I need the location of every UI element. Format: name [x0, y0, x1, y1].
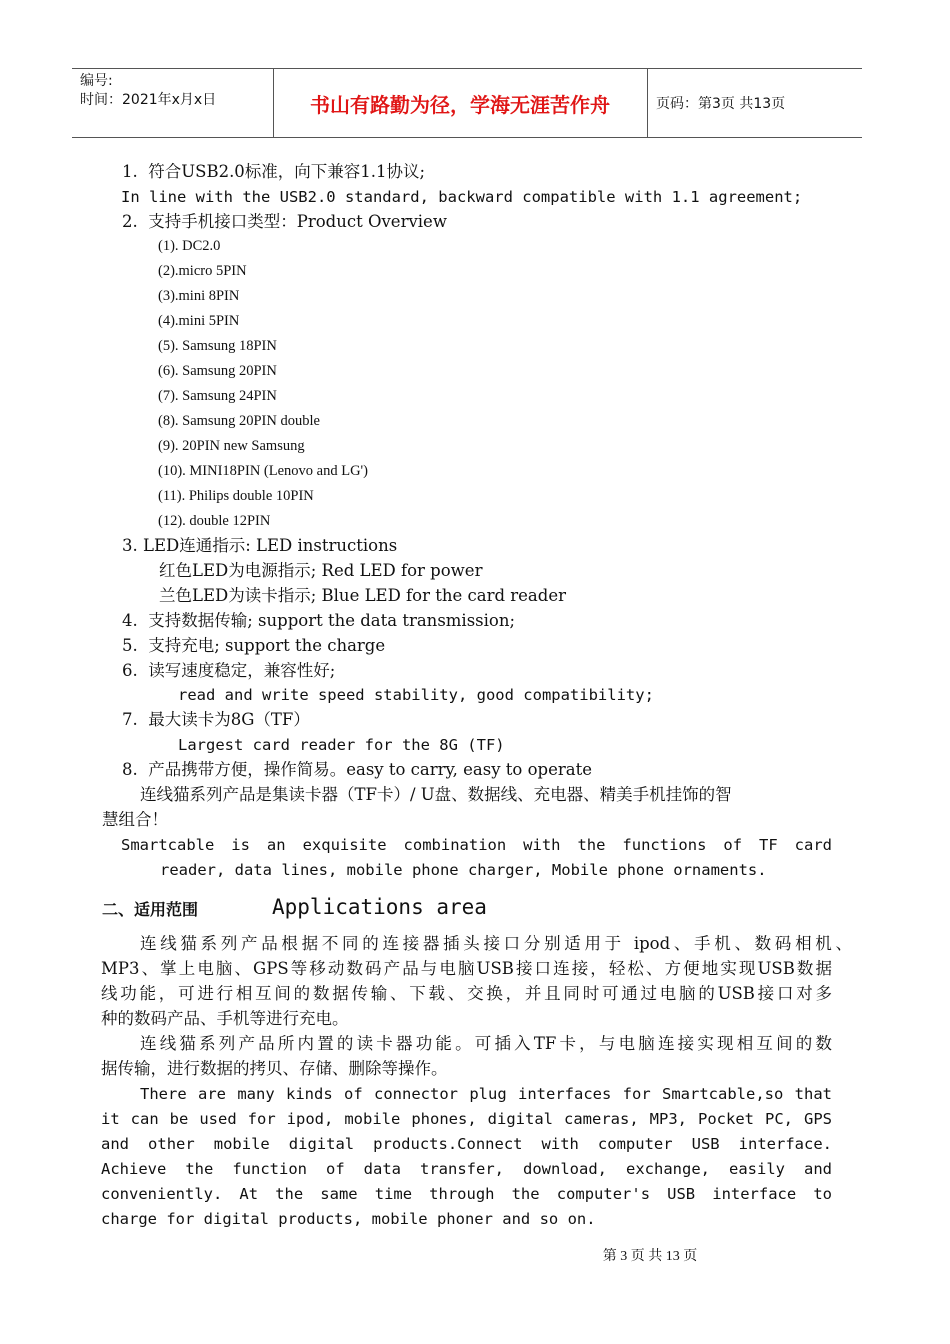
- feature-item-4: 4. 支持数据传输; support the data transmission;: [122, 611, 516, 630]
- interface-item: (10). MINI18PIN (Lenovo and LG'): [158, 463, 368, 479]
- feature-item-8: 8. 产品携带方便，操作简易。easy to carry, easy to operate: [122, 760, 592, 779]
- feature-item-5: 5. 支持充电; support the charge: [122, 636, 386, 655]
- summary-en-line-1: Smartcable is an exquisite combination with the functions of TF card: [121, 836, 832, 854]
- para2-line: 连线猫系列产品所内置的读卡器功能。可插入TF卡，与电脑连接实现相互间的数: [140, 1034, 832, 1053]
- summary-cn-line-2: 慧组合！: [102, 810, 168, 829]
- interface-item: (3).mini 8PIN: [158, 288, 240, 304]
- interface-item: (12). double 12PIN: [158, 513, 271, 529]
- interface-item: (7). Samsung 24PIN: [158, 388, 277, 404]
- interface-item: (4).mini 5PIN: [158, 313, 240, 329]
- para2-line: 据传输，进行数据的拷贝、存储、删除等操作。: [101, 1059, 448, 1078]
- serial-label: 编号:: [80, 73, 113, 89]
- header-motto: 书山有路勤为径，学海无涯苦作舟: [310, 92, 610, 117]
- feature-item-1: 1. 符合USB2.0标准，向下兼容1.1协议;: [122, 162, 426, 181]
- para1-line: 种的数码产品、手机等进行充电。: [101, 1009, 349, 1028]
- para3-line: and other mobile digital products.Connect with computer USB interface.: [101, 1135, 832, 1153]
- summary-en-line-2: reader, data lines, mobile phone charger, Mobile phone ornaments.: [160, 861, 767, 879]
- para3-line: There are many kinds of connector plug interfaces for Smartcable,so that: [140, 1085, 832, 1103]
- page-footer: 第 3 页 共 13 页: [602, 1249, 698, 1264]
- time-label: 时间：2021年x月x日: [80, 92, 217, 108]
- header-left: [80, 72, 216, 110]
- feature-item-3-red: 红色LED为电源指示; Red LED for power: [159, 561, 483, 580]
- interface-item: (6). Samsung 20PIN: [158, 363, 277, 379]
- section-heading-en: Applications area: [272, 895, 487, 919]
- interface-item: (8). Samsung 20PIN double: [158, 413, 320, 429]
- feature-item-1-en: In line with the USB2.0 standard, backward compatible with 1.1 agreement;: [121, 188, 803, 206]
- interface-item: (1). DC2.0: [158, 238, 221, 254]
- interface-item: (2).micro 5PIN: [158, 263, 247, 279]
- interface-item: (11). Philips double 10PIN: [158, 488, 314, 504]
- section-heading-cn: 二、适用范围: [102, 900, 199, 919]
- feature-item-2: 2. 支持手机接口类型：Product Overview: [122, 212, 447, 231]
- para3-line: it can be used for ipod, mobile phones, digital cameras, MP3, Pocket PC, GPS: [101, 1110, 832, 1128]
- feature-item-6: 6. 读写速度稳定，兼容性好;: [122, 661, 336, 680]
- para1-line: MP3、掌上电脑、GPS等移动数码产品与电脑USB接口连接，轻松、方便地实现USB数据: [101, 959, 832, 978]
- header-divider-2: [647, 69, 648, 137]
- feature-item-7: 7. 最大读卡为8G（TF）: [122, 710, 310, 729]
- para1-line: 连线猫系列产品根据不同的连接器插头接口分别适用于 ipod、手机、数码相机、: [140, 934, 852, 953]
- page-header: [72, 68, 862, 138]
- para3-line: conveniently. At the same time through the computer's USB interface to: [101, 1185, 832, 1203]
- para3-line: charge for digital products, mobile phoner and so on.: [101, 1210, 596, 1228]
- interface-item: (5). Samsung 18PIN: [158, 338, 277, 354]
- feature-item-7-en: Largest card reader for the 8G (TF): [178, 736, 505, 754]
- header-page-label: 页码：第3页 共13页: [656, 96, 786, 112]
- interface-item: (9). 20PIN new Samsung: [158, 438, 305, 454]
- para3-line: Achieve the function of data transfer, download, exchange, easily and: [101, 1160, 832, 1178]
- feature-item-3: 3. LED连通指示: LED instructions: [122, 536, 398, 555]
- feature-item-3-blue: 兰色LED为读卡指示; Blue LED for the card reader: [159, 586, 566, 605]
- summary-cn-line-1: 连线猫系列产品是集读卡器（TF卡）/ U盘、数据线、充电器、精美手机挂饰的智: [140, 785, 732, 804]
- para1-line: 线功能，可进行相互间的数据传输、下载、交换，并且同时可通过电脑的USB接口对多: [101, 984, 832, 1003]
- feature-item-6-en: read and write speed stability, good compatibility;: [178, 686, 654, 704]
